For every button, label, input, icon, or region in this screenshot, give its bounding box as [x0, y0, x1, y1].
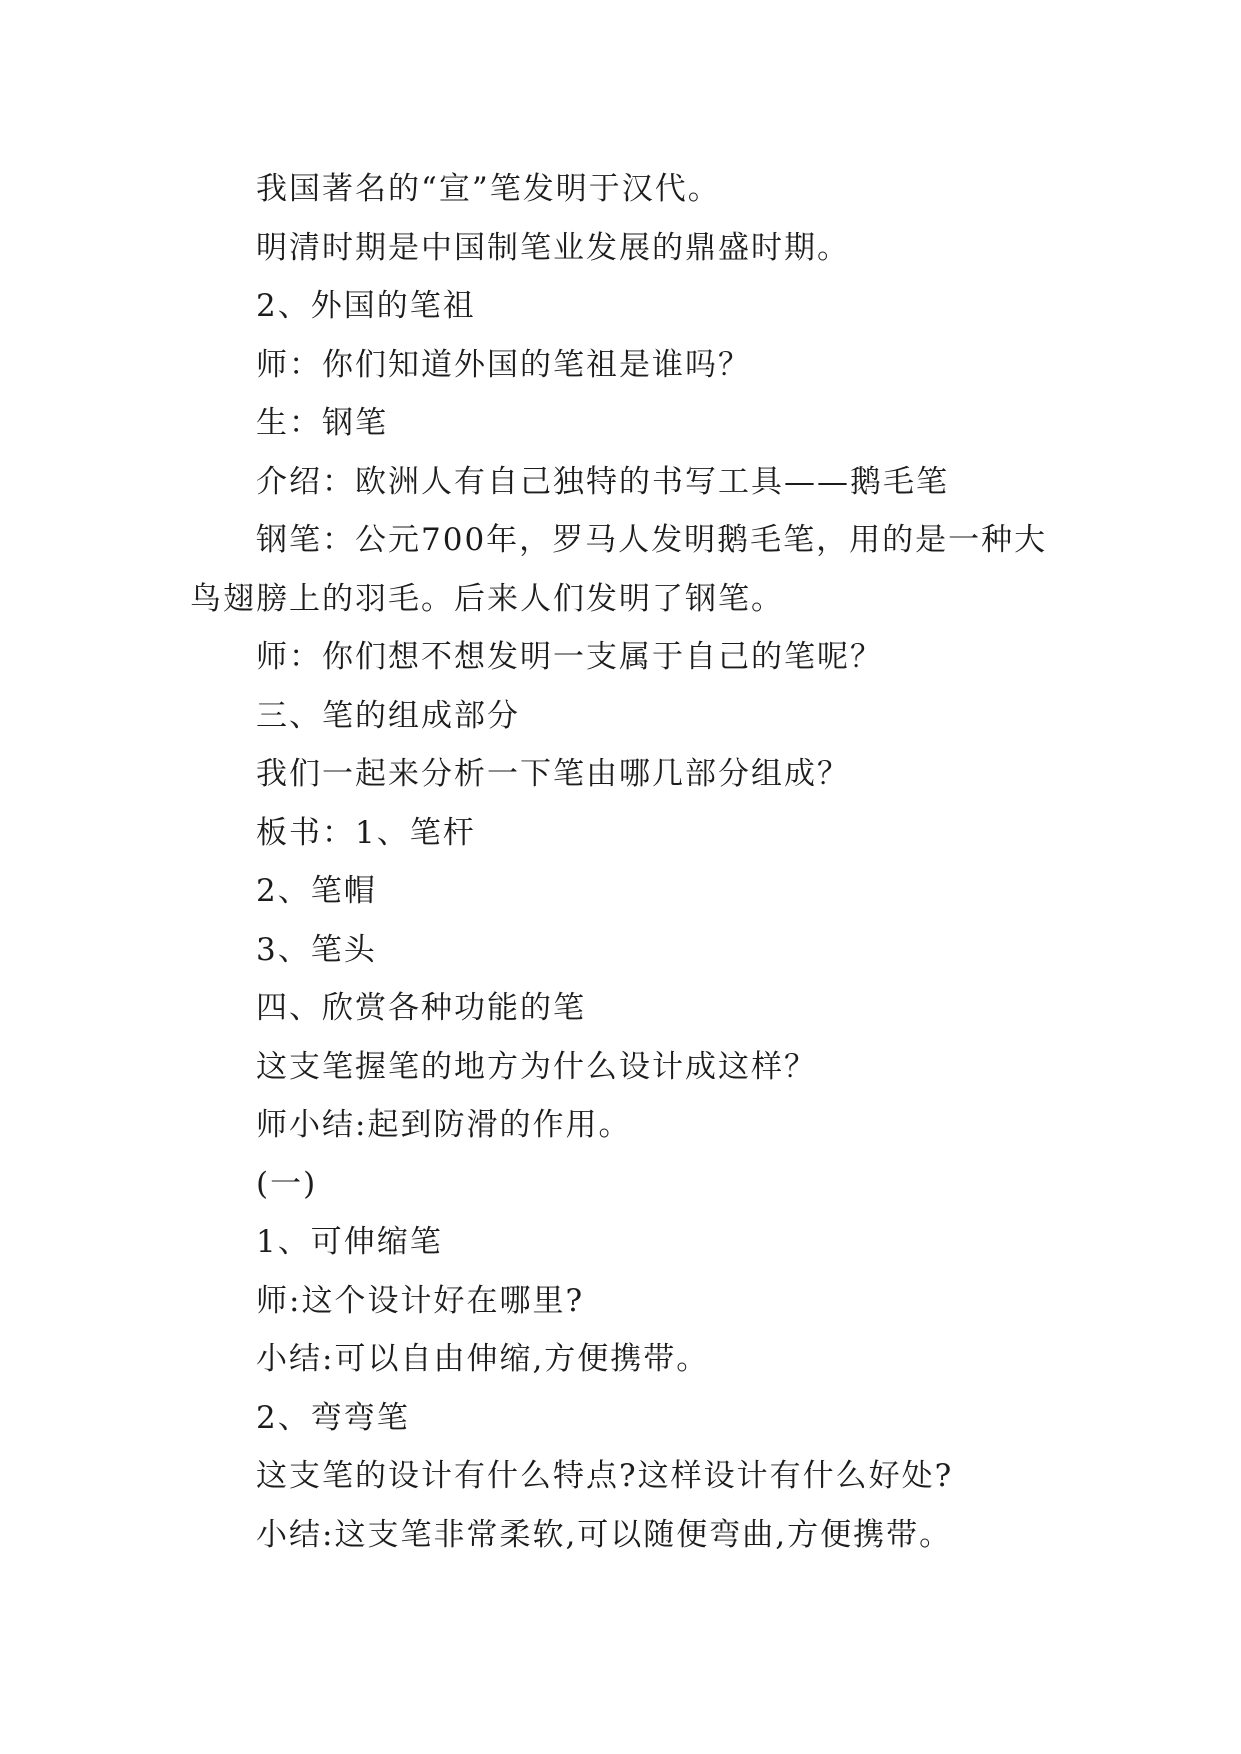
paragraph: 小结:这支笔非常柔软,可以随便弯曲,方便携带。: [256, 1516, 953, 1553]
paragraph: 生：钢笔: [256, 405, 388, 441]
paragraph-line: 鸟翅膀上的羽毛。后来人们发明了钢笔。: [190, 580, 784, 617]
list-item: 2、弯弯笔: [256, 1399, 410, 1436]
section-heading: 四、欣赏各种功能的笔: [256, 990, 586, 1026]
body-text: [190, 160, 1060, 1564]
paragraph: 师：你们想不想发明一支属于自己的笔呢？: [256, 639, 883, 675]
subsection-heading: (一): [256, 1165, 318, 1202]
paragraph: 明清时期是中国制笔业发展的鼎盛时期。: [256, 229, 850, 266]
paragraph: 这支笔握笔的地方为什么设计成这样？: [256, 1048, 817, 1085]
list-item: 2、笔帽: [256, 873, 377, 909]
paragraph: 师小结:起到防滑的作用。: [256, 1107, 632, 1143]
paragraph: 师:这个设计好在哪里?: [256, 1282, 585, 1319]
paragraph: 我们一起来分析一下笔由哪几部分组成？: [256, 756, 850, 792]
section-heading: 三、笔的组成部分: [256, 697, 520, 734]
paragraph: 我国著名的“宣”笔发明于汉代。: [256, 171, 721, 207]
section-heading: 2、外国的笔祖: [256, 288, 476, 324]
list-item: 1、可伸缩笔: [256, 1224, 443, 1260]
paragraph-line: 钢笔：公元700年，罗马人发明鹅毛笔，用的是一种大: [256, 522, 1048, 558]
paragraph: 这支笔的设计有什么特点?这样设计有什么好处?: [256, 1458, 954, 1494]
paragraph: [190, 511, 1060, 628]
paragraph: 师：你们知道外国的笔祖是谁吗？: [256, 346, 751, 383]
paragraph: 小结:可以自由伸缩,方便携带。: [256, 1341, 710, 1377]
list-item: 3、笔头: [256, 931, 377, 968]
paragraph: 介绍：欧洲人有自己独特的书写工具——鹅毛笔: [256, 463, 949, 500]
paragraph: 板书：1、笔杆: [256, 814, 476, 851]
